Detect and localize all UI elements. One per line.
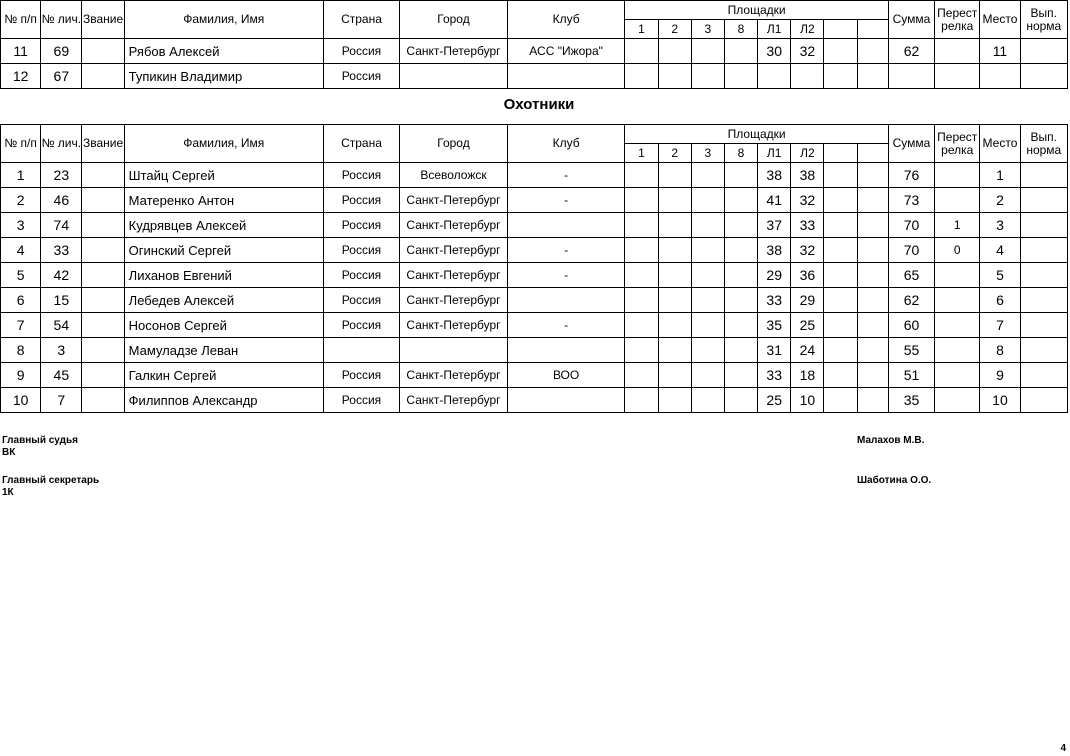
- chief-secretary-block: [2, 475, 99, 499]
- cell-num: 9: [1, 363, 41, 388]
- table-row: [1, 363, 1068, 388]
- cell-ground-blank1: [824, 263, 857, 288]
- cell-num: 6: [1, 288, 41, 313]
- chief-secretary-title: Главный секретарь: [2, 475, 100, 486]
- table-row: [1, 338, 1068, 363]
- cell-ground-l2: [791, 64, 824, 89]
- cell-place: 5: [980, 263, 1020, 288]
- cell-rank: [82, 64, 124, 89]
- col-header-grounds: Площадки: [625, 125, 888, 144]
- cell-place: 4: [980, 238, 1020, 263]
- cell-ground-2: [658, 263, 691, 288]
- cell-place: 8: [980, 338, 1020, 363]
- cell-ground-l1: 33: [758, 363, 791, 388]
- cell-ground-blank2: [857, 363, 888, 388]
- col-header-ground-blank1: [824, 20, 857, 39]
- table-row: [1, 163, 1068, 188]
- cell-place: 6: [980, 288, 1020, 313]
- cell-sum: [888, 64, 934, 89]
- cell-ground-blank1: [824, 163, 857, 188]
- col-header-ground-l1: Л1: [758, 20, 791, 39]
- cell-ground-2: [658, 39, 691, 64]
- cell-city: [400, 64, 508, 89]
- cell-ground-blank2: [857, 163, 888, 188]
- cell-license: 69: [41, 39, 82, 64]
- cell-name: Штайц Сергей: [124, 163, 323, 188]
- cell-country: Россия: [323, 188, 399, 213]
- cell-num: 5: [1, 263, 41, 288]
- cell-ground-blank1: [824, 188, 857, 213]
- cell-ground-l2: 25: [791, 313, 824, 338]
- cell-club: [507, 288, 625, 313]
- cell-ground-8: [724, 313, 757, 338]
- cell-city: Санкт-Петербург: [400, 188, 508, 213]
- cell-ground-8: [724, 238, 757, 263]
- col-header-ground-g8: 8: [724, 144, 757, 163]
- cell-place: 1: [980, 163, 1020, 188]
- cell-ground-l1: 31: [758, 338, 791, 363]
- cell-city: Санкт-Петербург: [400, 288, 508, 313]
- cell-club: [507, 388, 625, 413]
- col-header-club: Клуб: [507, 125, 625, 163]
- cell-club: -: [507, 238, 625, 263]
- cell-rank: [82, 213, 124, 238]
- cell-shootoff: [935, 64, 980, 89]
- cell-ground-1: [625, 288, 658, 313]
- cell-ground-l2: 33: [791, 213, 824, 238]
- cell-num: 4: [1, 238, 41, 263]
- col-header-place: Место: [980, 125, 1020, 163]
- col-header-num-lic: № лич.: [41, 125, 82, 163]
- cell-ground-l1: 25: [758, 388, 791, 413]
- cell-sum: 70: [888, 213, 934, 238]
- col-header-city: Город: [400, 125, 508, 163]
- col-header-ground-g1: 1: [625, 20, 658, 39]
- table-row: [1, 188, 1068, 213]
- col-header-shootoff: Перест релка: [935, 1, 980, 39]
- cell-sum: 55: [888, 338, 934, 363]
- cell-num: 11: [1, 39, 41, 64]
- cell-ground-8: [724, 188, 757, 213]
- cell-city: Санкт-Петербург: [400, 363, 508, 388]
- cell-name: Матеренко Антон: [124, 188, 323, 213]
- col-header-ground-g3: 3: [691, 20, 724, 39]
- cell-city: Санкт-Петербург: [400, 263, 508, 288]
- cell-ground-1: [625, 388, 658, 413]
- cell-city: Всеволожск: [400, 163, 508, 188]
- cell-country: Россия: [323, 163, 399, 188]
- cell-ground-l2: 29: [791, 288, 824, 313]
- cell-num: 12: [1, 64, 41, 89]
- cell-club: [507, 338, 625, 363]
- cell-rank: [82, 39, 124, 64]
- section-title: Охотники: [503, 96, 575, 113]
- cell-num: 3: [1, 213, 41, 238]
- cell-ground-2: [658, 188, 691, 213]
- cell-ground-blank1: [824, 39, 857, 64]
- cell-place: 11: [980, 39, 1020, 64]
- cell-name: Лебедев Алексей: [124, 288, 323, 313]
- cell-ground-l2: 32: [791, 238, 824, 263]
- cell-shootoff: [935, 313, 980, 338]
- cell-rank: [82, 338, 124, 363]
- cell-shootoff: 0: [935, 238, 980, 263]
- cell-ground-l2: 18: [791, 363, 824, 388]
- cell-license: 23: [41, 163, 82, 188]
- cell-sum: 35: [888, 388, 934, 413]
- cell-num: 10: [1, 388, 41, 413]
- cell-ground-3: [691, 313, 724, 338]
- cell-norm: [1020, 238, 1067, 263]
- cell-ground-2: [658, 363, 691, 388]
- cell-place: 10: [980, 388, 1020, 413]
- cell-sum: 70: [888, 238, 934, 263]
- col-header-city: Город: [400, 1, 508, 39]
- cell-license: 67: [41, 64, 82, 89]
- cell-ground-l1: 30: [758, 39, 791, 64]
- table-row: [1, 388, 1068, 413]
- cell-country: Россия: [323, 238, 399, 263]
- col-header-club: Клуб: [507, 1, 625, 39]
- cell-ground-2: [658, 64, 691, 89]
- cell-country: Россия: [323, 213, 399, 238]
- cell-ground-blank1: [824, 313, 857, 338]
- cell-ground-2: [658, 313, 691, 338]
- cell-ground-8: [724, 263, 757, 288]
- cell-ground-blank2: [857, 388, 888, 413]
- cell-sum: 62: [888, 288, 934, 313]
- cell-ground-1: [625, 163, 658, 188]
- cell-place: 9: [980, 363, 1020, 388]
- cell-ground-l2: 10: [791, 388, 824, 413]
- cell-name: Огинский Сергей: [124, 238, 323, 263]
- cell-ground-l1: 35: [758, 313, 791, 338]
- cell-ground-l2: 38: [791, 163, 824, 188]
- cell-ground-l1: 38: [758, 163, 791, 188]
- cell-name: Мамуладзе Леван: [124, 338, 323, 363]
- cell-place: [980, 64, 1020, 89]
- cell-license: 45: [41, 363, 82, 388]
- cell-shootoff: [935, 188, 980, 213]
- cell-ground-blank1: [824, 288, 857, 313]
- cell-norm: [1020, 313, 1067, 338]
- cell-ground-blank1: [824, 213, 857, 238]
- cell-ground-2: [658, 388, 691, 413]
- cell-ground-l2: 24: [791, 338, 824, 363]
- col-header-ground-l2: Л2: [791, 144, 824, 163]
- cell-ground-8: [724, 64, 757, 89]
- cell-city: Санкт-Петербург: [400, 313, 508, 338]
- cell-city: Санкт-Петербург: [400, 213, 508, 238]
- cell-country: Россия: [323, 288, 399, 313]
- cell-ground-8: [724, 338, 757, 363]
- col-header-sum: Сумма: [888, 125, 934, 163]
- chief-judge-title: Главный судья: [2, 435, 78, 446]
- cell-rank: [82, 263, 124, 288]
- cell-ground-blank2: [857, 263, 888, 288]
- cell-license: 54: [41, 313, 82, 338]
- cell-rank: [82, 163, 124, 188]
- cell-sum: 51: [888, 363, 934, 388]
- cell-ground-blank1: [824, 388, 857, 413]
- cell-norm: [1020, 263, 1067, 288]
- cell-club: -: [507, 188, 625, 213]
- results-table-hunters: [0, 124, 1068, 413]
- cell-license: 33: [41, 238, 82, 263]
- page-number: 4: [1060, 743, 1066, 754]
- cell-ground-blank1: [824, 363, 857, 388]
- cell-ground-blank1: [824, 64, 857, 89]
- cell-ground-1: [625, 64, 658, 89]
- cell-ground-blank2: [857, 313, 888, 338]
- cell-ground-blank1: [824, 238, 857, 263]
- col-header-country: Страна: [323, 1, 399, 39]
- cell-rank: [82, 363, 124, 388]
- col-header-name: Фамилия, Имя: [124, 125, 323, 163]
- col-header-name: Фамилия, Имя: [124, 1, 323, 39]
- cell-sum: 62: [888, 39, 934, 64]
- cell-num: 7: [1, 313, 41, 338]
- col-header-num-pp: № п/п: [1, 125, 41, 163]
- chief-judge-block: [2, 435, 78, 459]
- cell-license: 74: [41, 213, 82, 238]
- cell-ground-blank2: [857, 338, 888, 363]
- cell-ground-l2: 32: [791, 39, 824, 64]
- cell-ground-3: [691, 64, 724, 89]
- cell-name: Кудрявцев Алексей: [124, 213, 323, 238]
- cell-ground-2: [658, 288, 691, 313]
- cell-ground-3: [691, 163, 724, 188]
- chief-secretary-name: Шаботина О.О.: [857, 475, 932, 486]
- col-header-ground-g2: 2: [658, 20, 691, 39]
- col-header-num-pp: № п/п: [1, 1, 41, 39]
- cell-ground-blank1: [824, 338, 857, 363]
- cell-shootoff: [935, 163, 980, 188]
- col-header-ground-g8: 8: [724, 20, 757, 39]
- cell-city: Санкт-Петербург: [400, 238, 508, 263]
- cell-shootoff: [935, 263, 980, 288]
- cell-shootoff: [935, 363, 980, 388]
- cell-ground-3: [691, 213, 724, 238]
- cell-ground-8: [724, 363, 757, 388]
- col-header-ground-g3: 3: [691, 144, 724, 163]
- table-row: [1, 39, 1068, 64]
- cell-country: [323, 338, 399, 363]
- cell-place: 2: [980, 188, 1020, 213]
- col-header-ground-l1: Л1: [758, 144, 791, 163]
- cell-ground-1: [625, 188, 658, 213]
- cell-ground-1: [625, 313, 658, 338]
- cell-ground-l1: 41: [758, 188, 791, 213]
- cell-ground-3: [691, 238, 724, 263]
- cell-ground-1: [625, 39, 658, 64]
- cell-shootoff: 1: [935, 213, 980, 238]
- cell-ground-1: [625, 213, 658, 238]
- table-row: [1, 64, 1068, 89]
- col-header-num-lic: № лич.: [41, 1, 82, 39]
- cell-ground-l2: 36: [791, 263, 824, 288]
- cell-ground-l1: 38: [758, 238, 791, 263]
- cell-ground-2: [658, 338, 691, 363]
- cell-name: Носонов Сергей: [124, 313, 323, 338]
- cell-club: -: [507, 163, 625, 188]
- cell-ground-1: [625, 338, 658, 363]
- cell-sum: 73: [888, 188, 934, 213]
- cell-num: 2: [1, 188, 41, 213]
- cell-ground-2: [658, 163, 691, 188]
- cell-rank: [82, 238, 124, 263]
- cell-country: Россия: [323, 313, 399, 338]
- cell-ground-1: [625, 263, 658, 288]
- col-header-shootoff: Перест релка: [935, 125, 980, 163]
- cell-ground-l1: 37: [758, 213, 791, 238]
- col-header-ground-l2: Л2: [791, 20, 824, 39]
- cell-name: Лиханов Евгений: [124, 263, 323, 288]
- cell-ground-3: [691, 338, 724, 363]
- cell-norm: [1020, 363, 1067, 388]
- cell-ground-8: [724, 213, 757, 238]
- cell-rank: [82, 288, 124, 313]
- cell-rank: [82, 313, 124, 338]
- cell-ground-3: [691, 388, 724, 413]
- cell-ground-l2: 32: [791, 188, 824, 213]
- cell-num: 8: [1, 338, 41, 363]
- cell-num: 1: [1, 163, 41, 188]
- cell-sum: 60: [888, 313, 934, 338]
- cell-country: Россия: [323, 263, 399, 288]
- cell-norm: [1020, 64, 1067, 89]
- cell-norm: [1020, 188, 1067, 213]
- col-header-ground-blank2: [857, 20, 888, 39]
- cell-ground-l1: 29: [758, 263, 791, 288]
- cell-city: Санкт-Петербург: [400, 388, 508, 413]
- cell-norm: [1020, 39, 1067, 64]
- cell-sum: 65: [888, 263, 934, 288]
- col-header-ground-blank1: [824, 144, 857, 163]
- cell-ground-3: [691, 188, 724, 213]
- table-row: [1, 238, 1068, 263]
- cell-shootoff: [935, 338, 980, 363]
- table-row: [1, 263, 1068, 288]
- cell-ground-1: [625, 238, 658, 263]
- col-header-norm: Вып. норма: [1020, 1, 1067, 39]
- cell-country: Россия: [323, 64, 399, 89]
- col-header-grounds: Площадки: [625, 1, 888, 20]
- cell-country: Россия: [323, 363, 399, 388]
- cell-ground-l1: 33: [758, 288, 791, 313]
- cell-ground-2: [658, 213, 691, 238]
- cell-norm: [1020, 388, 1067, 413]
- cell-place: 7: [980, 313, 1020, 338]
- cell-rank: [82, 388, 124, 413]
- cell-ground-2: [658, 238, 691, 263]
- cell-ground-8: [724, 163, 757, 188]
- cell-norm: [1020, 288, 1067, 313]
- chief-judge-name: Малахов М.В.: [857, 435, 925, 446]
- cell-name: Филиппов Александр: [124, 388, 323, 413]
- cell-ground-8: [724, 39, 757, 64]
- cell-country: Россия: [323, 39, 399, 64]
- col-header-place: Место: [980, 1, 1020, 39]
- table-row: [1, 313, 1068, 338]
- cell-ground-blank2: [857, 288, 888, 313]
- cell-shootoff: [935, 39, 980, 64]
- cell-license: 46: [41, 188, 82, 213]
- cell-ground-blank2: [857, 238, 888, 263]
- cell-ground-blank2: [857, 188, 888, 213]
- cell-norm: [1020, 163, 1067, 188]
- cell-ground-8: [724, 388, 757, 413]
- chief-judge-rank: ВК: [2, 447, 16, 458]
- cell-club: ВОО: [507, 363, 625, 388]
- cell-club: -: [507, 263, 625, 288]
- results-table-top: [0, 0, 1068, 89]
- cell-norm: [1020, 213, 1067, 238]
- col-header-ground-blank2: [857, 144, 888, 163]
- cell-place: 3: [980, 213, 1020, 238]
- col-header-ground-g1: 1: [625, 144, 658, 163]
- cell-club: АСС "Ижора": [507, 39, 625, 64]
- cell-rank: [82, 188, 124, 213]
- cell-ground-3: [691, 263, 724, 288]
- col-header-country: Страна: [323, 125, 399, 163]
- chief-secretary-rank: 1К: [2, 487, 14, 498]
- cell-city: Санкт-Петербург: [400, 39, 508, 64]
- cell-club: [507, 64, 625, 89]
- cell-ground-1: [625, 363, 658, 388]
- cell-name: Тупикин Владимир: [124, 64, 323, 89]
- cell-ground-blank2: [857, 39, 888, 64]
- cell-club: [507, 213, 625, 238]
- cell-license: 7: [41, 388, 82, 413]
- col-header-rank: Звание: [82, 1, 124, 39]
- col-header-sum: Сумма: [888, 1, 934, 39]
- cell-ground-8: [724, 288, 757, 313]
- cell-license: 3: [41, 338, 82, 363]
- table-row: [1, 288, 1068, 313]
- cell-ground-blank2: [857, 64, 888, 89]
- cell-city: [400, 338, 508, 363]
- cell-ground-blank2: [857, 213, 888, 238]
- cell-shootoff: [935, 388, 980, 413]
- cell-ground-3: [691, 363, 724, 388]
- cell-license: 42: [41, 263, 82, 288]
- cell-ground-3: [691, 288, 724, 313]
- cell-ground-3: [691, 39, 724, 64]
- cell-club: -: [507, 313, 625, 338]
- col-header-rank: Звание: [82, 125, 124, 163]
- cell-name: Рябов Алексей: [124, 39, 323, 64]
- col-header-norm: Вып. норма: [1020, 125, 1067, 163]
- cell-name: Галкин Сергей: [124, 363, 323, 388]
- cell-shootoff: [935, 288, 980, 313]
- cell-norm: [1020, 338, 1067, 363]
- cell-license: 15: [41, 288, 82, 313]
- cell-sum: 76: [888, 163, 934, 188]
- col-header-ground-g2: 2: [658, 144, 691, 163]
- table-row: [1, 213, 1068, 238]
- cell-country: Россия: [323, 388, 399, 413]
- cell-ground-l1: [758, 64, 791, 89]
